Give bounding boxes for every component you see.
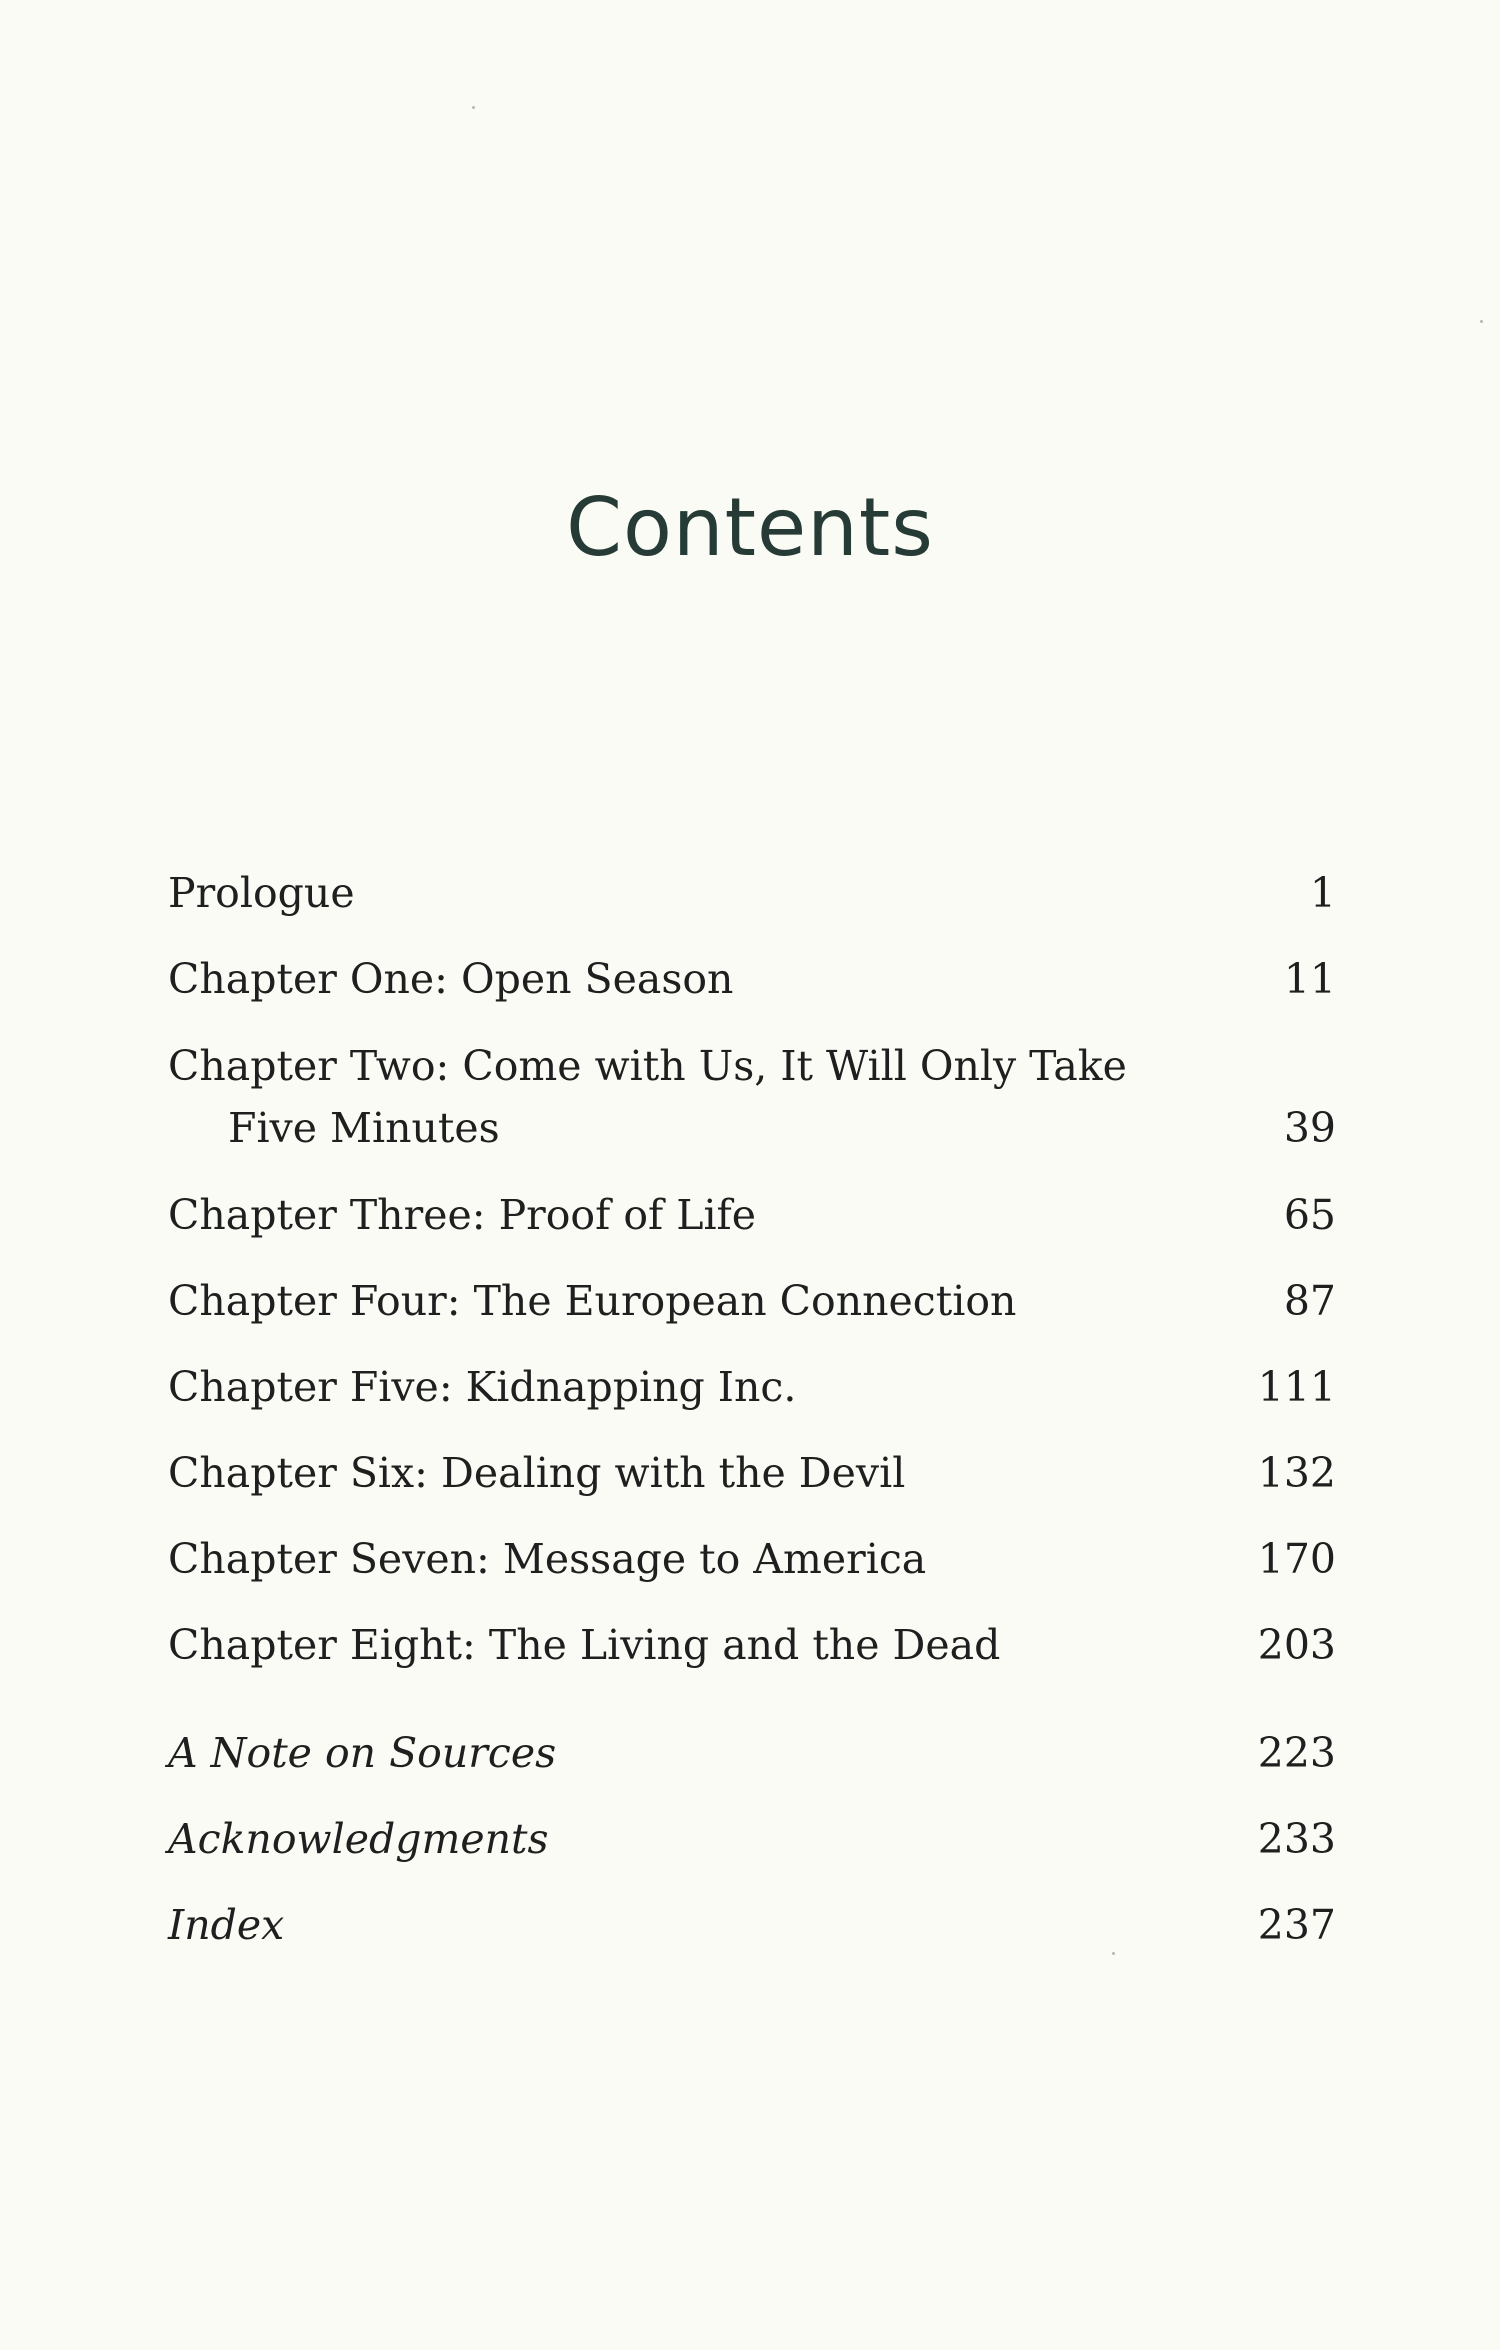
toc-entry-label: Prologue <box>168 869 355 917</box>
page-title: Contents <box>566 481 934 574</box>
toc-entry-label: Index <box>168 1901 285 1949</box>
toc-entry-label: Chapter Seven: Message to America <box>168 1535 927 1583</box>
toc-entry-label: Acknowledgments <box>168 1815 549 1863</box>
toc-entry-label: Chapter Three: Proof of Life <box>168 1191 756 1239</box>
toc-entry-page: 223 <box>1257 1729 1336 1777</box>
toc-entry-page: 87 <box>1283 1277 1336 1325</box>
toc-entry-label: A Note on Sources <box>168 1729 557 1777</box>
toc-entry-page: 111 <box>1257 1363 1336 1411</box>
paper-speck <box>1480 320 1483 323</box>
toc-entry-page: 237 <box>1257 1901 1336 1949</box>
paper-speck <box>472 106 475 109</box>
toc-entry-label: Chapter Four: The European Connection <box>168 1277 1017 1325</box>
toc-entry-page: 233 <box>1257 1815 1336 1863</box>
toc-entry-page: 39 <box>1283 1104 1336 1152</box>
toc-entry-label: Chapter One: Open Season <box>168 955 734 1003</box>
toc-entry-page: 203 <box>1257 1621 1336 1669</box>
toc-entry-label: Chapter Five: Kidnapping Inc. <box>168 1363 797 1411</box>
toc-entry-page: 170 <box>1257 1535 1336 1583</box>
table-of-contents <box>168 0 1336 2350</box>
toc-entry-label: Chapter Two: Come with Us, It Will Only Take <box>168 1042 1127 1090</box>
toc-entry-label: Chapter Six: Dealing with the Devil <box>168 1449 906 1497</box>
toc-entry-label-continued: Five Minutes <box>228 1104 500 1152</box>
toc-entry-page: 65 <box>1283 1191 1336 1239</box>
paper-speck <box>1112 1952 1115 1955</box>
toc-entry-page: 1 <box>1309 869 1336 917</box>
toc-entry-label: Chapter Eight: The Living and the Dead <box>168 1621 1001 1669</box>
toc-entry-page: 11 <box>1283 955 1336 1003</box>
toc-entry-page: 132 <box>1257 1449 1336 1497</box>
